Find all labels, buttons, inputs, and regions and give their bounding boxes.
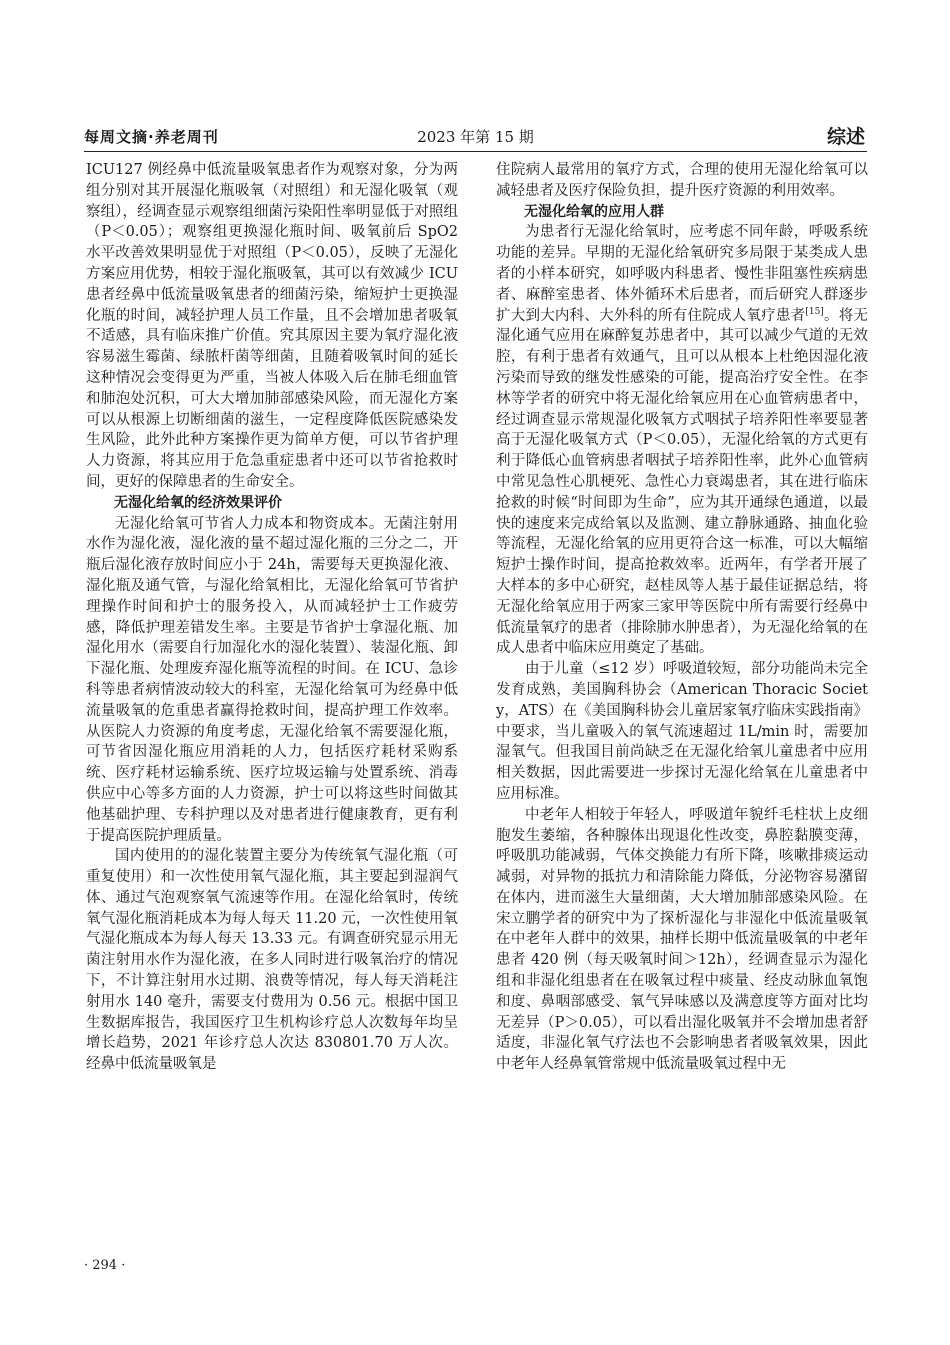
paragraph-text: 为患者行无湿化给氧时，应考虑不同年龄，呼吸系统功能的差异。早期的无湿化给氧研究多局限于某类成人患者的小样本研究，如呼吸内科患者、慢性非阻塞性疾病患者、麻醉室患者、体外循环术后患者，而后研究人群逐步扩大到大内科、大外科的所有住院成人氧疗患者	[496, 224, 868, 324]
journal-title: 每周文摘·养老周刊	[84, 128, 219, 146]
paragraph: 由于儿童（≤12 岁）呼吸道较短，部分功能尚未完全发育成熟，美国胸科协会（American Thoracic Society，ATS）在《美国胸科协会儿童居家氧疗临床实践指南》中要求，当儿童吸入的氧气流速超过 1L/min 时，需要加湿氧气。但我国目前尚缺乏在无湿化给氧儿童患者中应用相关数据，因此需要进一步探讨无湿化给氧在儿童患者中应用标准。	[496, 661, 868, 802]
section-label: 综述	[826, 126, 865, 148]
paragraph: 中老年人相较于年轻人，呼吸道年貌纤毛柱状上皮细胞发生萎缩，各种腺体出现退化性改变，鼻腔黏膜变薄，呼吸肌功能减弱，气体交换能力有所下降，咳嗽排痰运动减弱，对异物的抵抗力和清除能力降低，分泌物容易潴留在体内，进而滋生大量细菌，大大增加肺部感染风险。在宋立鹏学者的研究中为了探析湿化与非湿化中低流量吸氧在中老年人群中的效果，抽样长期中低流量吸氧的中老年患者 420 例（每天吸氧时间＞12h），经调查显示为湿化组和非湿化组患者在在吸氧过程中痰量、经皮动脉血氧饱和度、鼻咽部感受、氧气异味感以及满意度等方面对比均无差异（P＞0.05），可以看出湿化吸氧并不会增加患者舒适度，非湿化氧气疗法也不会影响患者者吸氧效果，因此中老年人经鼻氧管常规中低流量吸氧过程中无	[496, 806, 868, 1073]
issue-label: 2023 年第 15 期	[417, 128, 534, 146]
paragraph	[496, 222, 868, 659]
section-heading: 无湿化给氧的经济效果评价	[114, 494, 282, 511]
section-heading: 无湿化给氧的应用人群	[524, 203, 664, 220]
left-column	[86, 160, 458, 1075]
page-number: · 294 ·	[84, 1258, 126, 1273]
page-header	[84, 122, 867, 150]
paragraph: 国内使用的的湿化装置主要分为传统氧气湿化瓶（可重复使用）和一次性使用氧气湿化瓶，其主要起到湿润气体、通过气泡观察氧气流速等作用。在湿化给氧时，传统氧气湿化瓶消耗成本为每人每天 11.20 元，一次性使用氧气湿化瓶成本为每人每天 13.33 元。有调查研究显示用无菌注射用水作为湿化液，在多人同时进行吸氧治疗的情况下，不计算注射用水过期、浪费等情况，每人每天消耗注射用水 140 毫升，需要支付费用为 0.56 元。根据中国卫生数据库报告，我国医疗卫生机构诊疗总人次数每年均呈增长趋势，2021 年诊疗总人次达 830801.70 万人次。经鼻中低流量吸氧是	[86, 848, 458, 1073]
paragraph-text: 。将无湿化通气应用在麻醉复苏患者中，其可以减少气道的无效腔，有利于患者有效通气，且可以从根本上杜绝因湿化液污染而导致的继发性感染的可能，提高治疗安全性。在李林等学者的研究中将无湿化给氧应用在心血管病患者中，经过调查显示常规湿化吸氧方式咽拭子培养阳性率要显著高于无湿化吸氧方式（P＜0.05），无湿化给氧的方式更有利于降低心血管病患者咽拭子培养阳性率，此外心血管病中常见急性心肌梗死、急性心力衰竭患者，其在进行临床抢救的时候“时间即为生命”，应为其开通绿色通道，以最快的速度来完成给氧以及监测、建立静脉通路、抽血化验等流程，无湿化给氧的应用更符合这一标准，可以大幅缩短护士操作时间，提高抢救效率。近两年，有学者开展了大样本的多中心研究，赵桂凤等人基于最佳证据总结，将无湿化给氧应用于两家三家甲等医院中所有需要行经鼻中低流量氧疗的患者（排除肺水肿患者），为无湿化给氧的在成人患者中临床应用奠定了基础。	[496, 307, 869, 657]
header-rule	[84, 151, 867, 152]
citation-ref: [15]	[805, 306, 824, 317]
paragraph: 住院病人最常用的氧疗方式，合理的使用无湿化给氧可以减轻患者及医疗保险负担，提升医疗资源的利用效率。	[496, 162, 868, 199]
right-column	[496, 160, 868, 1075]
paragraph: 无湿化给氧可节省人力成本和物资成本。无菌注射用水作为湿化液，湿化液的量不超过湿化瓶的三分之二，开瓶后湿化液存放时间应小于 24h，需要每天更换湿化液、湿化瓶及通气管，与湿化给氧相比，无湿化给氧可节省护理操作时间和护士的服务投入，从而减轻护士工作疲劳感，降低护理差错发生率。主要是节省护士拿湿化瓶、加湿化用水（需要自行加湿化水的湿化装置）、装湿化瓶、卸下湿化瓶、处理废弃湿化瓶等流程的时间。在 ICU、急诊科等患者病情波动较大的科室，无湿化给氧可为经鼻中低流量吸氧的危重患者赢得抢救时间，提高护理工作效率。从医院人力资源的角度考虑，无湿化给氧不需要湿化瓶，可节省因湿化瓶应用消耗的人力，包括医疗耗材采购系统、医疗耗材运输系统、医疗垃圾运输与处置系统、消毒供应中心等多方面的人力资源，护士可以将这些时间做其他基础护理、专科护理以及对患者进行健康教育，更有利于提高医院护理质量。	[86, 515, 458, 844]
paragraph: ICU127 例经鼻中低流量吸氧患者作为观察对象，分为两组分别对其开展湿化瓶吸氧（对照组）和无湿化吸氧（观察组），经调查显示观察组细菌污染阳性率明显低于对照组（P＜0.05）；观察组更换湿化瓶时间、吸氧前后 SpO2 水平改善效果明显优于对照组（P＜0.05），反映了无湿化方案应用优势，相较于湿化瓶吸氧，其可以有效减少 ICU 患者经鼻中低流量吸氧患者的细菌污染，缩短护士更换湿化瓶的时间，减轻护理人员工作量，且不会增加患者吸氧不适感，具有临床推广价值。究其原因主要为氧疗湿化液容易滋生霉菌、绿脓杆菌等细菌，且随着吸氧时间的延长这种情况会变得更为严重，当被人体吸入后在肺毛细血管和肺泡处沉积，可大大增加肺部感染风险，而无湿化方案可以从根源上切断细菌的滋生，一定程度降低医院感染发生风险，此外此种方案操作更为简单方便，可以节省护理人力资源，将其应用于危急重症患者中还可以节省抢救时间，更好的保障患者的生命安全。	[86, 162, 458, 490]
